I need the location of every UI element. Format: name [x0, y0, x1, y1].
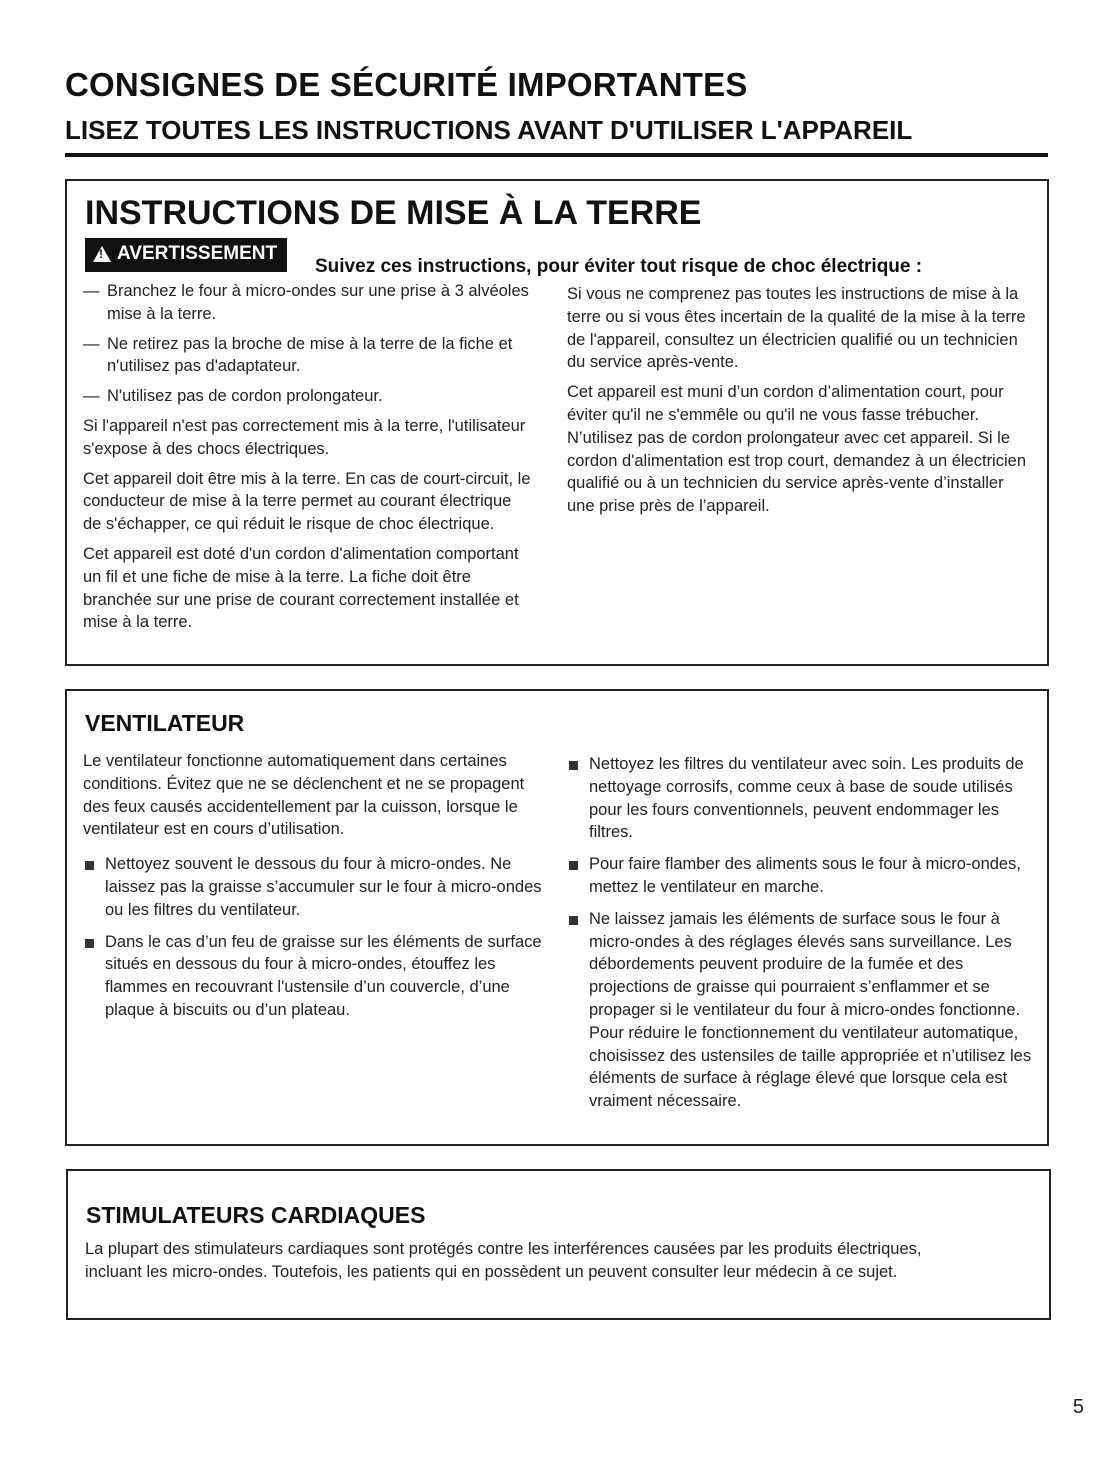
- pacemaker-section: [66, 1169, 1051, 1320]
- dash-item-text: Branchez le four à micro-ondes sur une prise à 3 alvéoles mise à la terre.: [107, 282, 529, 323]
- bullet-square-icon: [83, 853, 105, 921]
- pacemaker-title: STIMULATEURS CARDIAQUES: [86, 1202, 426, 1228]
- warning-text: Suivez ces instructions, pour éviter tout risque de choc électrique :: [315, 256, 923, 277]
- dash-item: [83, 280, 533, 326]
- grounding-paragraph: Si vous ne comprenez pas toutes les instructions de mise à la terre ou si vous êtes incertain de la qualité de la mise à la terre de l'appareil, consultez un électricien qualifié ou un technicien du service après-vente.: [567, 285, 1026, 372]
- dash-item: [83, 333, 533, 379]
- grounding-left-column: [83, 280, 533, 641]
- grounding-title: INSTRUCTIONS DE MISE À LA TERRE: [85, 194, 702, 232]
- dash-icon: —: [83, 387, 100, 406]
- bullet-square-icon: [567, 753, 589, 844]
- warning-triangle-icon: [93, 246, 111, 262]
- dash-item-text: N'utilisez pas de cordon prolongateur.: [107, 387, 383, 406]
- dash-icon: —: [83, 334, 100, 353]
- bullet-square-icon: [567, 853, 589, 899]
- dash-item: [83, 385, 533, 408]
- grounding-paragraph: Cet appareil est doté d'un cordon d'alimentation comportant un fil et une fiche de mise à la terre. La fiche doit être branchée sur une prise de courant correctement installée et mise à la terre.: [83, 544, 519, 632]
- ventilateur-title: VENTILATEUR: [85, 710, 245, 736]
- pacemaker-text-column: [85, 1238, 965, 1291]
- page-number: 5: [1072, 1396, 1084, 1418]
- ventilateur-right-column: [567, 753, 1037, 1122]
- ventilateur-intro: Le ventilateur fonctionne automatiquement dans certaines conditions. Évitez que ne se déclenchent et ne se propagent des feux causés accidentellement par la cuisson, lorsque le ventilateur est en cours d’utilisation.: [83, 752, 525, 839]
- dash-item-text: Ne retirez pas la broche de mise à la terre de la fiche et n'utilisez pas d'adaptateur.: [107, 334, 513, 376]
- grounding-paragraph: Cet appareil doit être mis à la terre. En cas de court-circuit, le conducteur de mise à la terre permet au courant électrique de s'échapper, ce qui réduit le risque de choc électrique.: [83, 469, 531, 534]
- grounding-paragraph: Cet appareil est muni d’un cordon d’alimentation court, pour éviter qu'il ne s'emmêle ou qu'il ne vous fasse trébucher. N’utilisez pas de cordon prolongateur avec cet appareil. Si le cordon d'alimentation est trop court, demandez à un électricien qualifié ou à un technicien du service après-vente d’installer une prise près de l’appareil.: [567, 383, 1026, 516]
- ventilateur-left-column: [83, 750, 545, 1031]
- bullet-square-icon: [567, 908, 589, 1113]
- page-header: [65, 66, 1048, 146]
- header-rule: [65, 153, 1048, 157]
- grounding-section: [65, 179, 1049, 666]
- warning-badge: [85, 238, 287, 272]
- bullet-text: Nettoyez les filtres du ventilateur avec soin. Les produits de nettoyage corrosifs, comme ceux à base de soude utilisés pour les fours conventionnels, peuvent endommager les filtres.: [589, 755, 1024, 842]
- warning-row: [85, 238, 1025, 277]
- bullet-item: [567, 753, 1037, 844]
- pacemaker-text: La plupart des stimulateurs cardiaques sont protégés contre les interférences causées par les produits électriques, incluant les micro-ondes. Toutefois, les patients qui en possèdent un peuvent consulter leur médecin à ce sujet.: [85, 1240, 922, 1281]
- dash-icon: —: [83, 282, 100, 300]
- grounding-right-column: [567, 283, 1029, 525]
- bullet-item: [83, 931, 545, 1022]
- bullet-text: Dans le cas d’un feu de graisse sur les éléments de surface situés en dessous du four à micro-ondes, étouffez les flammes en recouvrant l'ustensile d’un couvercle, d’une plaque à biscuits ou d’un plateau.: [105, 932, 542, 1019]
- warning-badge-label: AVERTISSEMENT: [117, 243, 278, 264]
- bullet-item: [83, 853, 545, 921]
- grounding-paragraph: Si l'appareil n'est pas correctement mis à la terre, l'utilisateur s'expose à des chocs électriques.: [83, 416, 526, 458]
- ventilateur-section: [65, 689, 1049, 1146]
- page-title: CONSIGNES DE SÉCURITÉ IMPORTANTES: [65, 66, 748, 103]
- bullet-item: [567, 853, 1037, 899]
- bullet-text: Pour faire flamber des aliments sous le four à micro-ondes, mettez le ventilateur en marche.: [589, 855, 1021, 896]
- bullet-text: Nettoyez souvent le dessous du four à micro-ondes. Ne laissez pas la graisse s’accumuler sur le four à micro-ondes ou les filtres du ventilateur.: [105, 855, 542, 919]
- page-subtitle: LISEZ TOUTES LES INSTRUCTIONS AVANT D'UTILISER L'APPAREIL: [65, 115, 913, 145]
- bullet-item: [567, 908, 1037, 1113]
- bullet-text: Ne laissez jamais les éléments de surface sous le four à micro-ondes à des réglages élevés sans surveillance. Les débordements peuvent produire de la fumée et des projections de graisse qui pourraient s’enflammer et se propager si le ventilateur du four à micro-ondes fonctionne. Pour réduire le fonctionnement du ventilateur automatique, choisissez des ustensiles de taille appropriée et n’utilisez les éléments de surface à réglage élevé que lorsque cela est vraiment nécessaire.: [589, 909, 1032, 1111]
- bullet-square-icon: [83, 931, 105, 1022]
